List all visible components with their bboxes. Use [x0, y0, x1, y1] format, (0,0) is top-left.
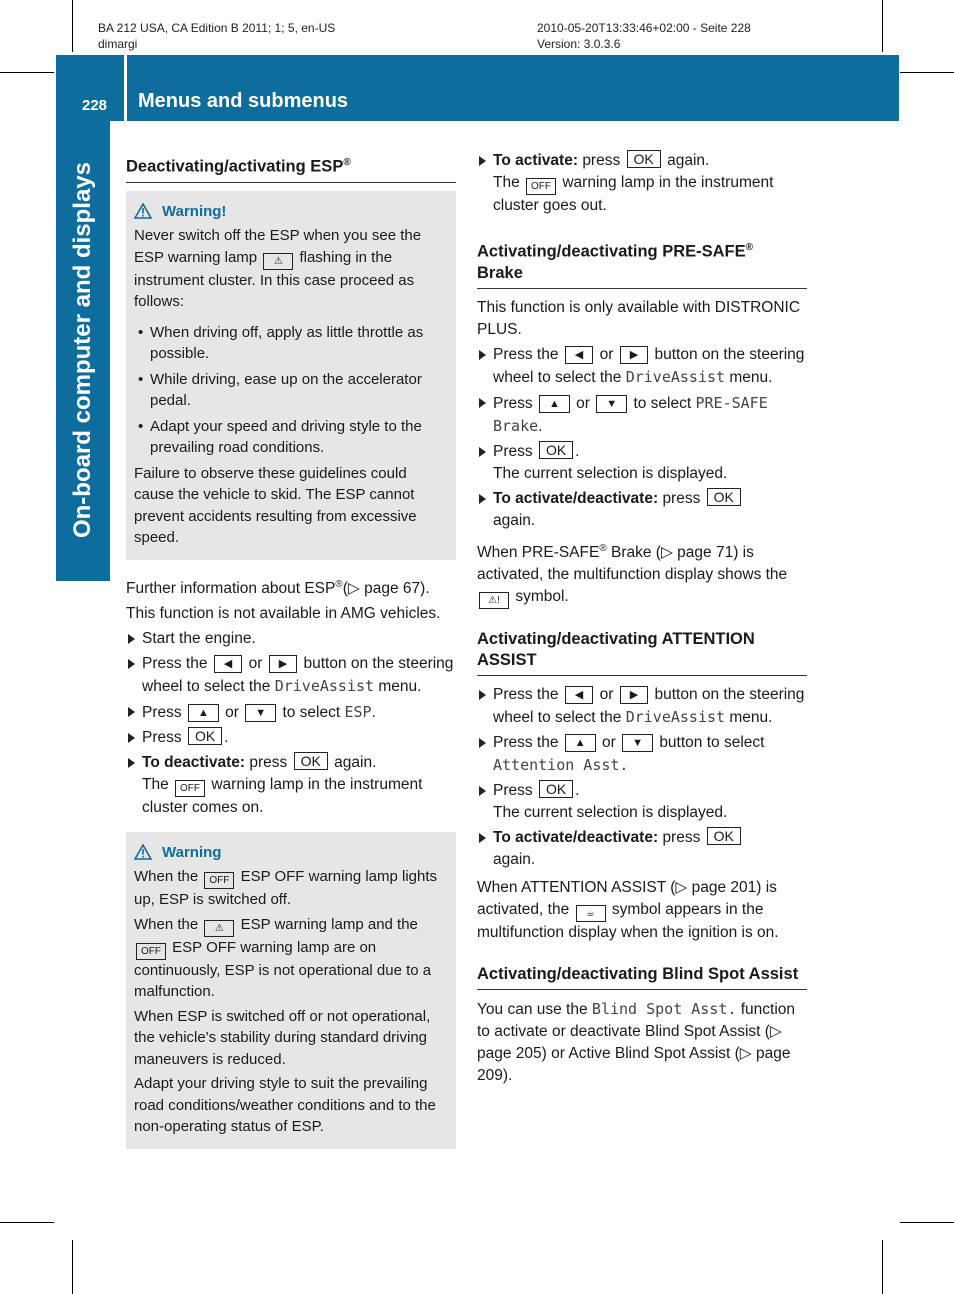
- up-arrow-key-icon: ▲: [565, 734, 596, 752]
- ok-key: OK: [707, 488, 741, 506]
- text: press: [662, 489, 701, 507]
- warning-title: [134, 842, 448, 864]
- meta-line: 2010-05-20T13:33:46+02:00 - Seite 228: [537, 21, 751, 35]
- text: flashing in the instrument cluster. In this case proceed as follows:: [134, 248, 415, 310]
- display-text: PRE-SAFE Brake: [493, 393, 768, 435]
- warning-title-text: Warning!: [162, 202, 227, 220]
- esp-off-lamp-icon: OFF: [526, 178, 556, 195]
- left-arrow-key-icon: ◀: [214, 655, 242, 673]
- text: function to activate or deactivate Blind Spot Assist (▷ page 205) or Active Blind Spot Assist (▷ page 209).: [477, 1000, 796, 1084]
- left-column: [126, 150, 456, 1163]
- step-deactivate: [126, 752, 456, 819]
- text: menu.: [729, 708, 773, 726]
- warning-triangle-icon: [134, 844, 152, 860]
- step-result: [493, 172, 807, 217]
- warning-triangle-icon: [134, 203, 152, 219]
- text: or: [602, 733, 616, 751]
- text: button on the steering wheel to select the: [493, 345, 805, 386]
- step-select-pre-safe: Press ▲ or ▼ to select PRE-SAFE Brake.: [477, 392, 807, 438]
- coffee-cup-icon: ☕: [576, 905, 606, 922]
- blind-spot-text: [477, 998, 807, 1087]
- esp-off-lamp-icon: OFF: [175, 780, 205, 797]
- section-title: Menus and submenus: [138, 90, 349, 112]
- right-arrow-key-icon: ▶: [269, 655, 297, 673]
- crop-mark: [72, 1240, 73, 1294]
- attention-note: [477, 877, 807, 944]
- step-label: To activate:: [493, 152, 578, 169]
- step-select-menu: [477, 684, 807, 729]
- text: button on the steering wheel to select the: [493, 685, 805, 726]
- text: to select: [633, 394, 692, 412]
- page-ref-link[interactable]: (▷ page 67).: [342, 579, 430, 597]
- pre-safe-note: [477, 538, 807, 609]
- step-result: The current selection is displayed.: [493, 464, 728, 482]
- esp-off-lamp-icon: OFF: [136, 943, 166, 960]
- up-arrow-key-icon: ▲: [539, 395, 570, 413]
- text: or: [248, 654, 263, 672]
- registered-mark: ®: [335, 578, 343, 590]
- text: Further information about ESP: [126, 579, 336, 597]
- heading-esp: [126, 152, 456, 183]
- text: When PRE-SAFE: [477, 543, 600, 561]
- warning-p2: [134, 914, 448, 1003]
- text: ESP warning lamp and the: [240, 915, 418, 933]
- step-select-esp: Press ▲ or ▼ to select ESP.: [126, 701, 456, 724]
- text: ESP OFF warning lamp lights up, ESP is switched off.: [134, 868, 438, 909]
- right-arrow-key-icon: ▶: [620, 346, 648, 364]
- print-meta-right: [537, 20, 751, 52]
- warning-title: [134, 201, 448, 223]
- text: Press: [142, 703, 182, 721]
- text: Press: [142, 728, 182, 746]
- spacer: [126, 822, 456, 832]
- text: press: [662, 828, 701, 846]
- display-text: ESP: [344, 702, 372, 721]
- further-info: [126, 574, 456, 600]
- text: When the: [134, 915, 199, 933]
- up-arrow-key-icon: ▲: [188, 704, 219, 722]
- header-divider: [124, 55, 127, 121]
- esp-warning-lamp-icon: ⚠: [263, 253, 293, 270]
- text: Press: [493, 442, 533, 460]
- heading-text: Deactivating/activating ESP: [126, 157, 344, 176]
- text: press: [249, 753, 288, 771]
- display-text: Attention Asst.: [493, 755, 629, 774]
- warning-title-text: Warning: [162, 843, 222, 861]
- text: warning lamp in the instrument cluster goes out.: [493, 174, 774, 214]
- step-label: To activate/deactivate:: [493, 828, 659, 846]
- crop-mark: [72, 0, 73, 52]
- text: The: [142, 775, 169, 793]
- text: warning lamp in the instrument cluster comes on.: [142, 775, 423, 816]
- step-select-menu: [126, 653, 456, 698]
- text: Press the: [142, 654, 208, 672]
- registered-mark: ®: [745, 242, 754, 253]
- crop-mark: [900, 1222, 954, 1223]
- heading-attention-assist: Activating/deactivating ATTENTION ASSIST: [477, 629, 807, 676]
- text: to select: [282, 703, 341, 721]
- heading-text: Activating/deactivating PRE-SAFE: [477, 242, 746, 261]
- step-result: The current selection is displayed.: [493, 803, 728, 821]
- text: button to select: [659, 733, 765, 751]
- text: You can use the: [477, 1000, 588, 1018]
- step-press-ok: Press OK . The current selection is displayed.: [477, 780, 807, 824]
- left-arrow-key-icon: ◀: [565, 346, 593, 364]
- text: Press the: [493, 685, 559, 703]
- text: When ATTENTION ASSIST (▷ page 201) is activated, the: [477, 878, 777, 918]
- warning-intro: [134, 225, 448, 313]
- text: Press: [493, 394, 533, 412]
- text: or: [599, 345, 614, 363]
- display-text: DriveAssist: [625, 707, 726, 726]
- meta-line: Version: 3.0.3.6: [537, 37, 621, 51]
- warning-outro: Failure to observe these guidelines could cause the vehicle to skid. The ESP cannot prevent accidents resulting from excessive speed.: [134, 464, 417, 546]
- text: again.: [667, 152, 710, 169]
- meta-line: BA 212 USA, CA Edition B 2011; 1; 5, en-US: [98, 21, 336, 35]
- text: press: [582, 152, 621, 169]
- text: again.: [334, 753, 377, 771]
- step-select-attention: [477, 732, 807, 777]
- warning-p4: Adapt your driving style to suit the prevailing road conditions/weather conditions and to the non-operating status of ESP.: [134, 1075, 436, 1136]
- text: again.: [493, 511, 536, 529]
- step-activate-deactivate: [477, 488, 807, 532]
- text: or: [576, 394, 590, 412]
- registered-mark: ®: [343, 157, 351, 168]
- warning-p1: [134, 866, 448, 911]
- text: Never switch off the ESP when you see the ESP warning lamp: [134, 227, 422, 266]
- warning-bullet: • While driving, ease up on the accelerator pedal.: [134, 369, 448, 412]
- text: or: [599, 685, 614, 703]
- step-label: To deactivate:: [142, 753, 246, 771]
- step-activate: [477, 150, 807, 217]
- step-result: [142, 774, 456, 819]
- text: Press the: [493, 733, 559, 751]
- text: button on the steering wheel to select the: [142, 654, 454, 695]
- left-arrow-key-icon: ◀: [565, 686, 593, 704]
- down-arrow-key-icon: ▼: [245, 704, 276, 722]
- text: symbol appears in the multifunction display when the ignition is on.: [477, 900, 779, 941]
- print-meta-left: [98, 20, 335, 52]
- step-label: To activate/deactivate:: [493, 489, 659, 507]
- crop-mark: [0, 1222, 54, 1223]
- text: ESP OFF warning lamp are on continuously, ESP is not operational due to a malfunction.: [134, 938, 432, 1001]
- crop-mark: [0, 72, 54, 73]
- warning-bullet: • When driving off, apply as little throttle as possible.: [134, 322, 448, 365]
- pre-safe-symbol-icon: ⚠!: [479, 592, 509, 609]
- text: menu.: [378, 677, 422, 695]
- warning-p3: When ESP is switched off or not operational, the vehicle's stability during standard driving maneuvers is reduced.: [134, 1007, 431, 1068]
- heading-blind-spot: Activating/deactivating Blind Spot Assist: [477, 964, 807, 990]
- text: again.: [493, 850, 536, 868]
- ok-key: OK: [627, 150, 661, 168]
- down-arrow-key-icon: ▼: [596, 395, 627, 413]
- text: symbol.: [515, 587, 569, 605]
- ok-key: OK: [707, 827, 741, 845]
- warning-bullet: • Adapt your speed and driving style to the prevailing road conditions.: [134, 416, 448, 459]
- heading-text: Brake: [477, 263, 523, 282]
- text: Press: [493, 781, 533, 799]
- page-number: 228: [82, 97, 108, 114]
- ok-key: OK: [539, 780, 573, 798]
- warning-box: [126, 832, 456, 1149]
- text: Press the: [493, 345, 559, 363]
- display-text: DriveAssist: [274, 676, 375, 695]
- warning-box: [126, 191, 456, 560]
- side-tab-label: On-board computer and displays: [69, 161, 96, 539]
- ok-key: OK: [188, 727, 222, 745]
- heading-pre-safe: [477, 237, 807, 289]
- registered-mark: ®: [599, 542, 607, 554]
- ok-key: OK: [539, 441, 573, 459]
- crop-mark: [882, 1240, 883, 1294]
- amg-note: This function is not available in AMG vehicles.: [126, 604, 441, 622]
- esp-off-lamp-icon: OFF: [204, 872, 234, 889]
- crop-mark: [882, 0, 883, 52]
- meta-line: dimargi: [98, 37, 138, 51]
- esp-warning-lamp-icon: ⚠: [204, 920, 234, 937]
- right-column: [477, 150, 807, 1090]
- step-press-ok: Press OK . The current selection is displayed.: [477, 441, 807, 485]
- step-select-menu: [477, 344, 807, 389]
- crop-mark: [900, 72, 954, 73]
- step-activate-deactivate: [477, 827, 807, 871]
- down-arrow-key-icon: ▼: [622, 734, 653, 752]
- ok-key: OK: [294, 752, 328, 770]
- text: When the: [134, 868, 199, 886]
- display-text: DriveAssist: [625, 367, 726, 386]
- step-press-ok: Press OK .: [126, 727, 456, 749]
- pre-safe-intro: This function is only available with DISTRONIC PLUS.: [477, 298, 801, 338]
- text: or: [225, 703, 239, 721]
- right-arrow-key-icon: ▶: [620, 686, 648, 704]
- text: The: [493, 174, 520, 191]
- display-text: Blind Spot Asst.: [591, 999, 737, 1018]
- step-start-engine: Start the engine.: [126, 628, 456, 650]
- text: menu.: [729, 368, 773, 386]
- text: Brake (▷ page 71) is activated, the multifunction display shows the: [477, 543, 788, 583]
